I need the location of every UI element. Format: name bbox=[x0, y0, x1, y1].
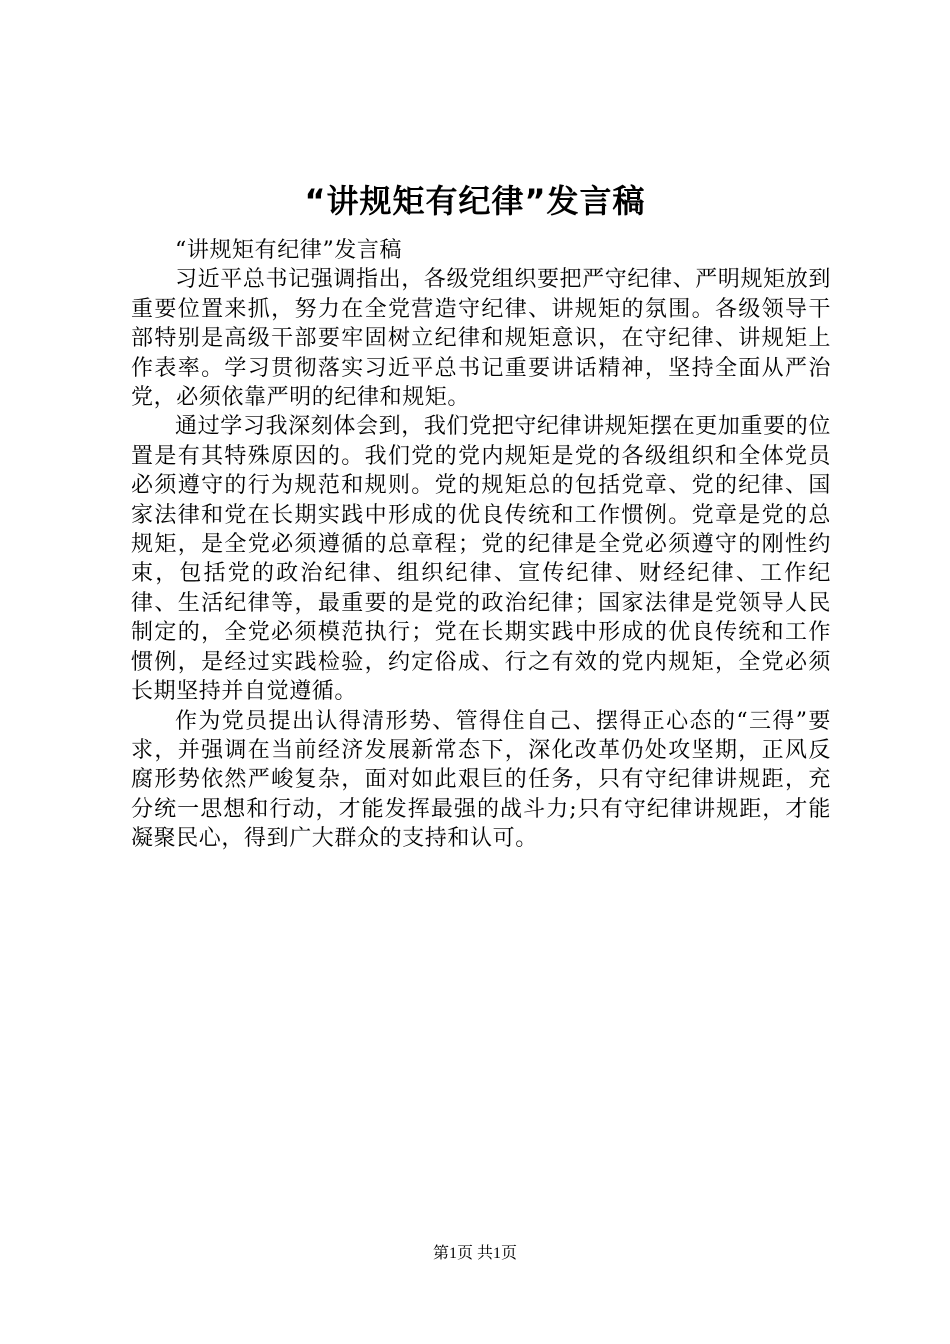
paragraph-1: 习近平总书记强调指出，各级党组织要把严守纪律、严明规矩放到重要位置来抓，努力在全党营造守纪律、讲规矩的氛围。各级领导干部特别是高级干部要牢固树立纪律和规矩意识，在守纪律、讲规矩上作表率。学习贯彻落实习近平总书记重要讲话精神，坚持全面从严治党，必须依靠严明的纪律和规矩。 bbox=[131, 267, 831, 411]
paragraph-3: 作为党员提出认得清形势、管得住自己、摆得正心态的“三得”要求，并强调在当前经济发展新常态下，深化改革仍处攻坚期，正风反腐形势依然严峻复杂，面对如此艰巨的任务，只有守纪律讲规距，充分统一思想和行动，才能发挥最强的战斗力;只有守纪律讲规距，才能凝聚民心，得到广大群众的支持和认可。 bbox=[131, 708, 831, 852]
paragraph-subtitle: “讲规矩有纪律”发言稿 bbox=[175, 238, 403, 263]
page-footer: 第1页 共1页 bbox=[432, 1245, 517, 1262]
document-body bbox=[131, 236, 831, 854]
document-title: “讲规矩有纪律”发言稿 bbox=[304, 182, 646, 220]
paragraph-2: 通过学习我深刻体会到，我们党把守纪律讲规矩摆在更加重要的位置是有其特殊原因的。我们党的党内规矩是党的各级组织和全体党员必须遵守的行为规范和规则。党的规矩总的包括党章、党的纪律、国家法律和党在长期实践中形成的优良传统和工作惯例。党章是党的总规矩，是全党必须遵循的总章程；党的纪律是全党必须遵守的刚性约束，包括党的政治纪律、组织纪律、宣传纪律、财经纪律、工作纪律、生活纪律等，最重要的是党的政治纪律；国家法律是党领导人民制定的，全党必须模范执行；党在长期实践中形成的优良传统和工作惯例，是经过实践检验，约定俗成、行之有效的党内规矩，全党必须长期坚持并自觉遵循。 bbox=[131, 414, 831, 705]
